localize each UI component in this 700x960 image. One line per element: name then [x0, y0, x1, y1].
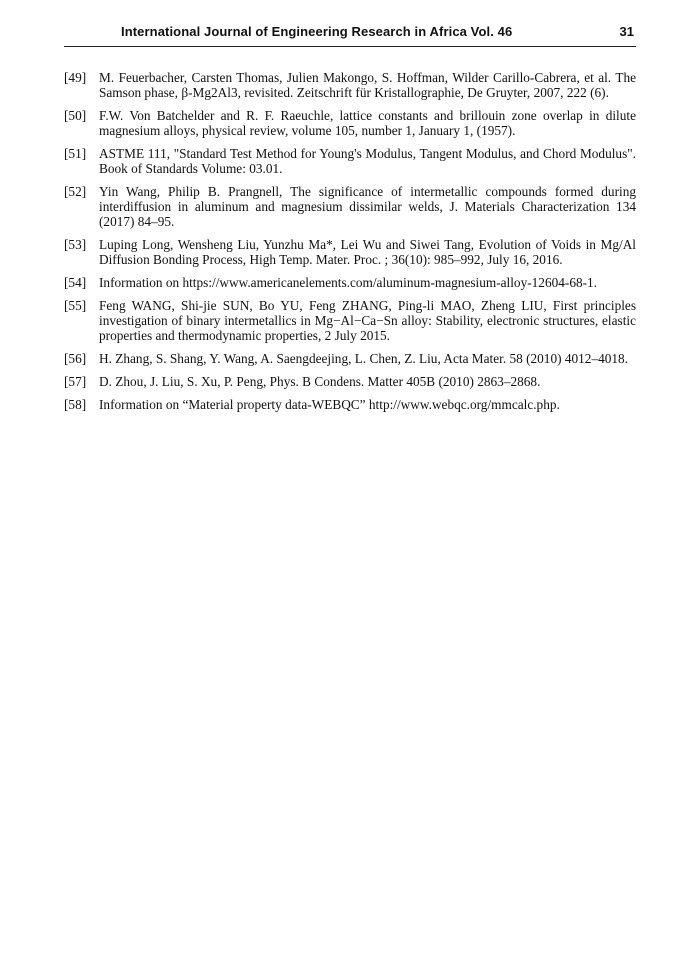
reference-number: [54] — [64, 275, 87, 290]
journal-title: International Journal of Engineering Research in Africa Vol. 46 — [121, 24, 513, 39]
reference-list — [64, 70, 636, 420]
reference-text: H. Zhang, S. Shang, Y. Wang, A. Saengdeejing, L. Chen, Z. Liu, Acta Mater. 58 (2010) 4012–4018. — [99, 351, 629, 366]
reference-number: [58] — [64, 397, 87, 412]
reference-item — [64, 237, 636, 267]
reference-number: [51] — [64, 146, 87, 161]
reference-item — [64, 70, 636, 100]
page-header — [64, 18, 636, 47]
reference-item — [64, 275, 636, 290]
reference-item — [64, 298, 636, 343]
reference-text: Luping Long, Wensheng Liu, Yunzhu Ma*, Lei Wu and Siwei Tang, Evolution of Voids in Mg/Al Diffusion Bonding Process, High Temp. Mater. Proc. ; 36(10): 985–992, July 16, 2016. — [99, 237, 636, 267]
reference-item — [64, 351, 636, 366]
reference-text: F.W. Von Batchelder and R. F. Raeuchle, lattice constants and brillouin zone overlap in dilute magnesium alloys, physical review, volume 105, number 1, January 1, (1957). — [99, 108, 636, 138]
reference-text: M. Feuerbacher, Carsten Thomas, Julien Makongo, S. Hoffman, Wilder Carillo-Cabrera, et al. The Samson phase, β-Mg2Al3, revisited. Zeitschrift für Kristallographie, De Gruyter, 2007, 222 (6). — [99, 70, 636, 100]
reference-number: [55] — [64, 298, 87, 313]
reference-number: [49] — [64, 70, 87, 85]
reference-text: ASTME 111, "Standard Test Method for Young's Modulus, Tangent Modulus, and Chord Modulus". Book of Standards Volume: 03.01. — [99, 146, 636, 176]
reference-item — [64, 374, 636, 389]
reference-number: [56] — [64, 351, 87, 366]
reference-item — [64, 146, 636, 176]
reference-item — [64, 397, 636, 412]
reference-text: Information on https://www.americanelements.com/aluminum-magnesium-alloy-12604-68-1. — [99, 275, 598, 290]
reference-text: Feng WANG, Shi-jie SUN, Bo YU, Feng ZHANG, Ping-li MAO, Zheng LIU, First principles investigation of binary intermetallics in Mg−Al−Ca−Sn alloy: Stability, electronic structures, elastic properties and thermodynamic properties, 2 July 2015. — [99, 298, 636, 343]
reference-number: [50] — [64, 108, 87, 123]
reference-number: [52] — [64, 184, 87, 199]
reference-number: [57] — [64, 374, 87, 389]
reference-text: D. Zhou, J. Liu, S. Xu, P. Peng, Phys. B Condens. Matter 405B (2010) 2863–2868. — [99, 374, 541, 389]
reference-item — [64, 184, 636, 229]
reference-number: [53] — [64, 237, 87, 252]
reference-text: Yin Wang, Philip B. Prangnell, The significance of intermetallic compounds formed during interdiffusion in aluminum and magnesium dissimilar welds, J. Materials Characterization 134 (2017) 84–95. — [99, 184, 636, 229]
reference-item — [64, 108, 636, 138]
reference-text: Information on “Material property data-WEBQC” http://www.webqc.org/mmcalc.php. — [99, 397, 560, 412]
page-number: 31 — [619, 24, 634, 39]
